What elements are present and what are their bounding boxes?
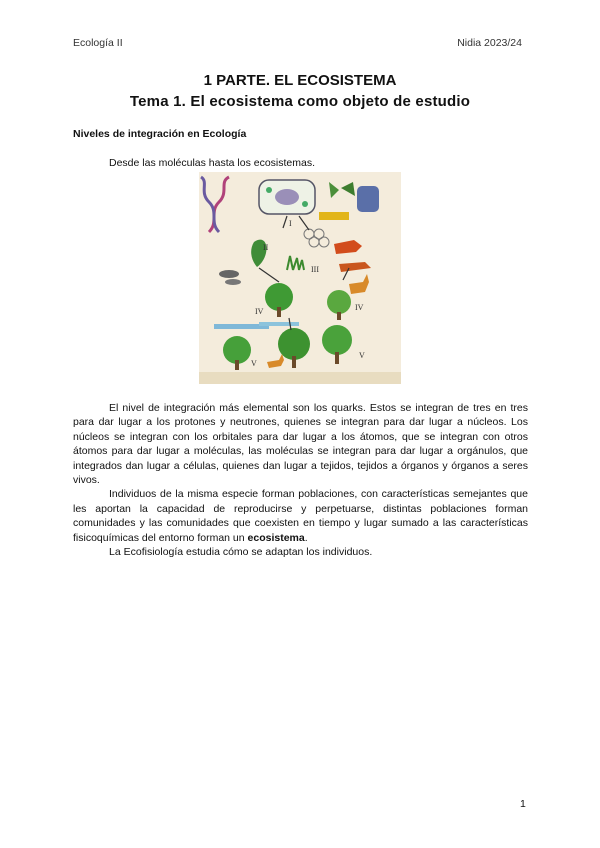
figure-label-v: V: [251, 359, 257, 368]
paragraph-ecofisiologia: La Ecofisiología estudia cómo se adaptan los individuos.: [109, 546, 373, 559]
body-text: [73, 401, 528, 559]
paragraph-poblaciones: [73, 487, 528, 545]
illustration-svg: [199, 172, 401, 384]
cell-icon: [259, 180, 315, 214]
section-heading: Niveles de integración en Ecología: [73, 128, 247, 140]
paragraph-quarks: El nivel de integración más elemental son los quarks. Estos se integran de tres en tres para dar lugar a los protones y neutrones, quienes se integran para dar lugar a núcleos. Los núcleos se integran con los orbitales para dar lugar a los átomos, que se integran con otros átomos para dar lugar a moléculas, las moléculas se integran para dar lugar a orgánulos, que integrados dan lugar a células, quienes dan lugar a tejidos, tejidos a órganos y órganos a seres vivos.: [73, 402, 528, 487]
page-title: 1 PARTE. EL ECOSISTEMA: [203, 72, 397, 89]
header-course: Ecología II: [73, 37, 123, 49]
figure-label-iv-2: IV: [255, 307, 264, 316]
figure-label-iv: IV: [355, 303, 364, 312]
paragraph-poblaciones-text: Individuos de la misma especie forman poblaciones, con características semejantes que les aportan la capacidad de reproducirse y perpetuarse, distintas poblaciones forman comunidades y las comunidades que coexisten en tiempo y lugar sumado a las características fisicoquímicas del entorno forman un: [73, 488, 528, 544]
page-number: 1: [520, 798, 526, 810]
paragraph-poblaciones-end: .: [304, 531, 308, 544]
page-subtitle: Tema 1. El ecosistema como objeto de estudio: [129, 93, 471, 110]
figure-label-v-2: V: [359, 351, 365, 360]
ecosistema-term: ecosistema: [247, 531, 305, 544]
integration-levels-illustration: [199, 172, 401, 384]
intro-text: Desde las moléculas hasta los ecosistemas.: [109, 157, 316, 169]
header-author-year: Nidia 2023/24: [457, 37, 522, 49]
figure-label-iii: III: [311, 265, 319, 274]
figure-label-i: I: [289, 219, 292, 228]
figure-label-ii: II: [263, 243, 269, 252]
